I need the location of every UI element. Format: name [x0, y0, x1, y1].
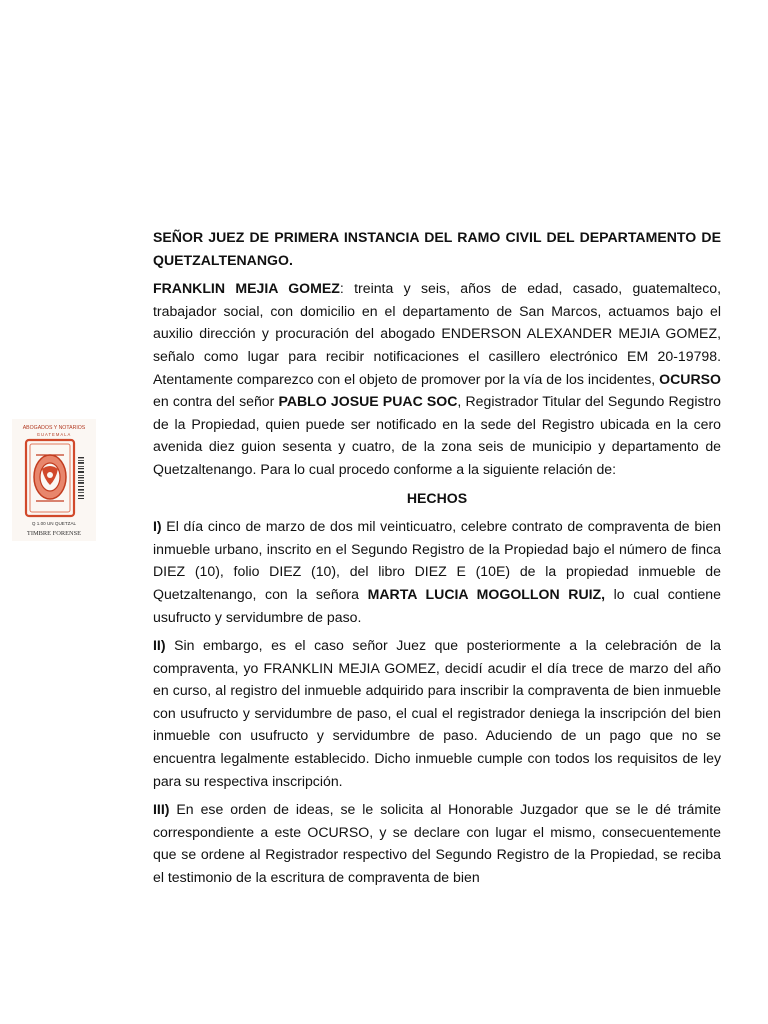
fact-text-b: lo cual contiene usufructo y servidumbre de paso. — [153, 585, 721, 625]
registrar-name: PABLO JOSUE PUAC SOC — [278, 393, 458, 410]
fact-number: II) — [153, 637, 166, 654]
addressee-heading: SEÑOR JUEZ DE PRIMERA INSTANCIA DEL RAMO CIVIL DEL DEPARTAMENTO DE QUETZALTENANGO. — [153, 229, 721, 268]
stamp-value-text: Q 1.00 UN QUETZAL — [31, 521, 77, 526]
intro-paragraph — [153, 277, 721, 480]
fact-number: III) — [153, 801, 170, 818]
intro-text-b: en contra del señor — [153, 393, 279, 410]
seller-name: MARTA LUCIA MOGOLLON RUIZ, — [367, 585, 606, 602]
intro-text-c: , Registrador Titular del Segundo Registro de la Propiedad, quien puede ser notificado en la sede del Registro ubicada en la cero avenida diez guion sesenta y cuatro, de la zona seis de municipio y departamento de Quetzaltenango. Para lo cual procedo conforme a la siguiente relación de: — [153, 393, 721, 477]
section-title-hechos: HECHOS — [406, 489, 468, 506]
intro-text-a: : treinta y seis, años de edad, casado, guatemalteco, trabajador social, con domicilio en el departamento de San Marcos, actuamos bajo el auxilio dirección y procuración del abogado ENDERSON ALEXANDER MEJIA GOMEZ, señalo como lugar para recibir notificaciones el casillero electrónico EM 20-19798. Atentamente comparezco con el objeto de promover por la vía de los incidentes, — [153, 280, 721, 387]
fact-text-a: El día cinco de marzo de dos mil veinticuatro, celebre contrato de compraventa de bien inmueble urbano, inscrito en el Segundo Registro de la Propiedad bajo el número de finca DIEZ (10), folio DIEZ (10), del libro DIEZ E (10E) de la propiedad inmueble de Quetzaltenango, con la señora — [153, 518, 721, 602]
fact-number: I) — [153, 518, 162, 535]
fact-paragraph-2 — [153, 634, 721, 792]
fact-paragraph-1 — [153, 515, 721, 628]
petitioner-name: FRANKLIN MEJIA GOMEZ — [153, 280, 340, 297]
fact-paragraph-3 — [153, 798, 721, 888]
stamp-top-text: ABOGADOS Y NOTARIOS — [22, 425, 86, 431]
timbre-forense-stamp — [12, 419, 96, 541]
stamp-bottom-text: TIMBRE FORENSE — [26, 530, 82, 537]
ocurso-keyword: OCURSO — [659, 370, 721, 387]
fact-text-a: Sin embargo, es el caso señor Juez que posteriormente a la celebración de la compraventa, yo FRANKLIN MEJIA GOMEZ, decidí acudir el día trece de marzo del año en curso, al registro del inmueble adquirido para inscribir la compraventa de bien inmueble con usufructo y servidumbre de paso, el cual el registrador deniega la inscripción del bien inmueble con usufructo y servidumbre de paso. Aduciendo de un pago que no se encuentra legalmente establecido. Dicho inmueble cumple con todos los requisitos de ley para su respectiva inscripción. — [153, 637, 721, 789]
document-body — [153, 226, 721, 895]
fact-text-a: En ese orden de ideas, se le solicita al Honorable Juzgador que se le dé trámite correspondiente a este OCURSO, y se declare con lugar el mismo, consecuentemente que se ordene al Registrador respectivo del Segundo Registro de la Propiedad, se reciba el testimonio de la escritura de compraventa de bien — [153, 801, 721, 886]
stamp-sub-text: GUATEMALA — [36, 432, 72, 437]
